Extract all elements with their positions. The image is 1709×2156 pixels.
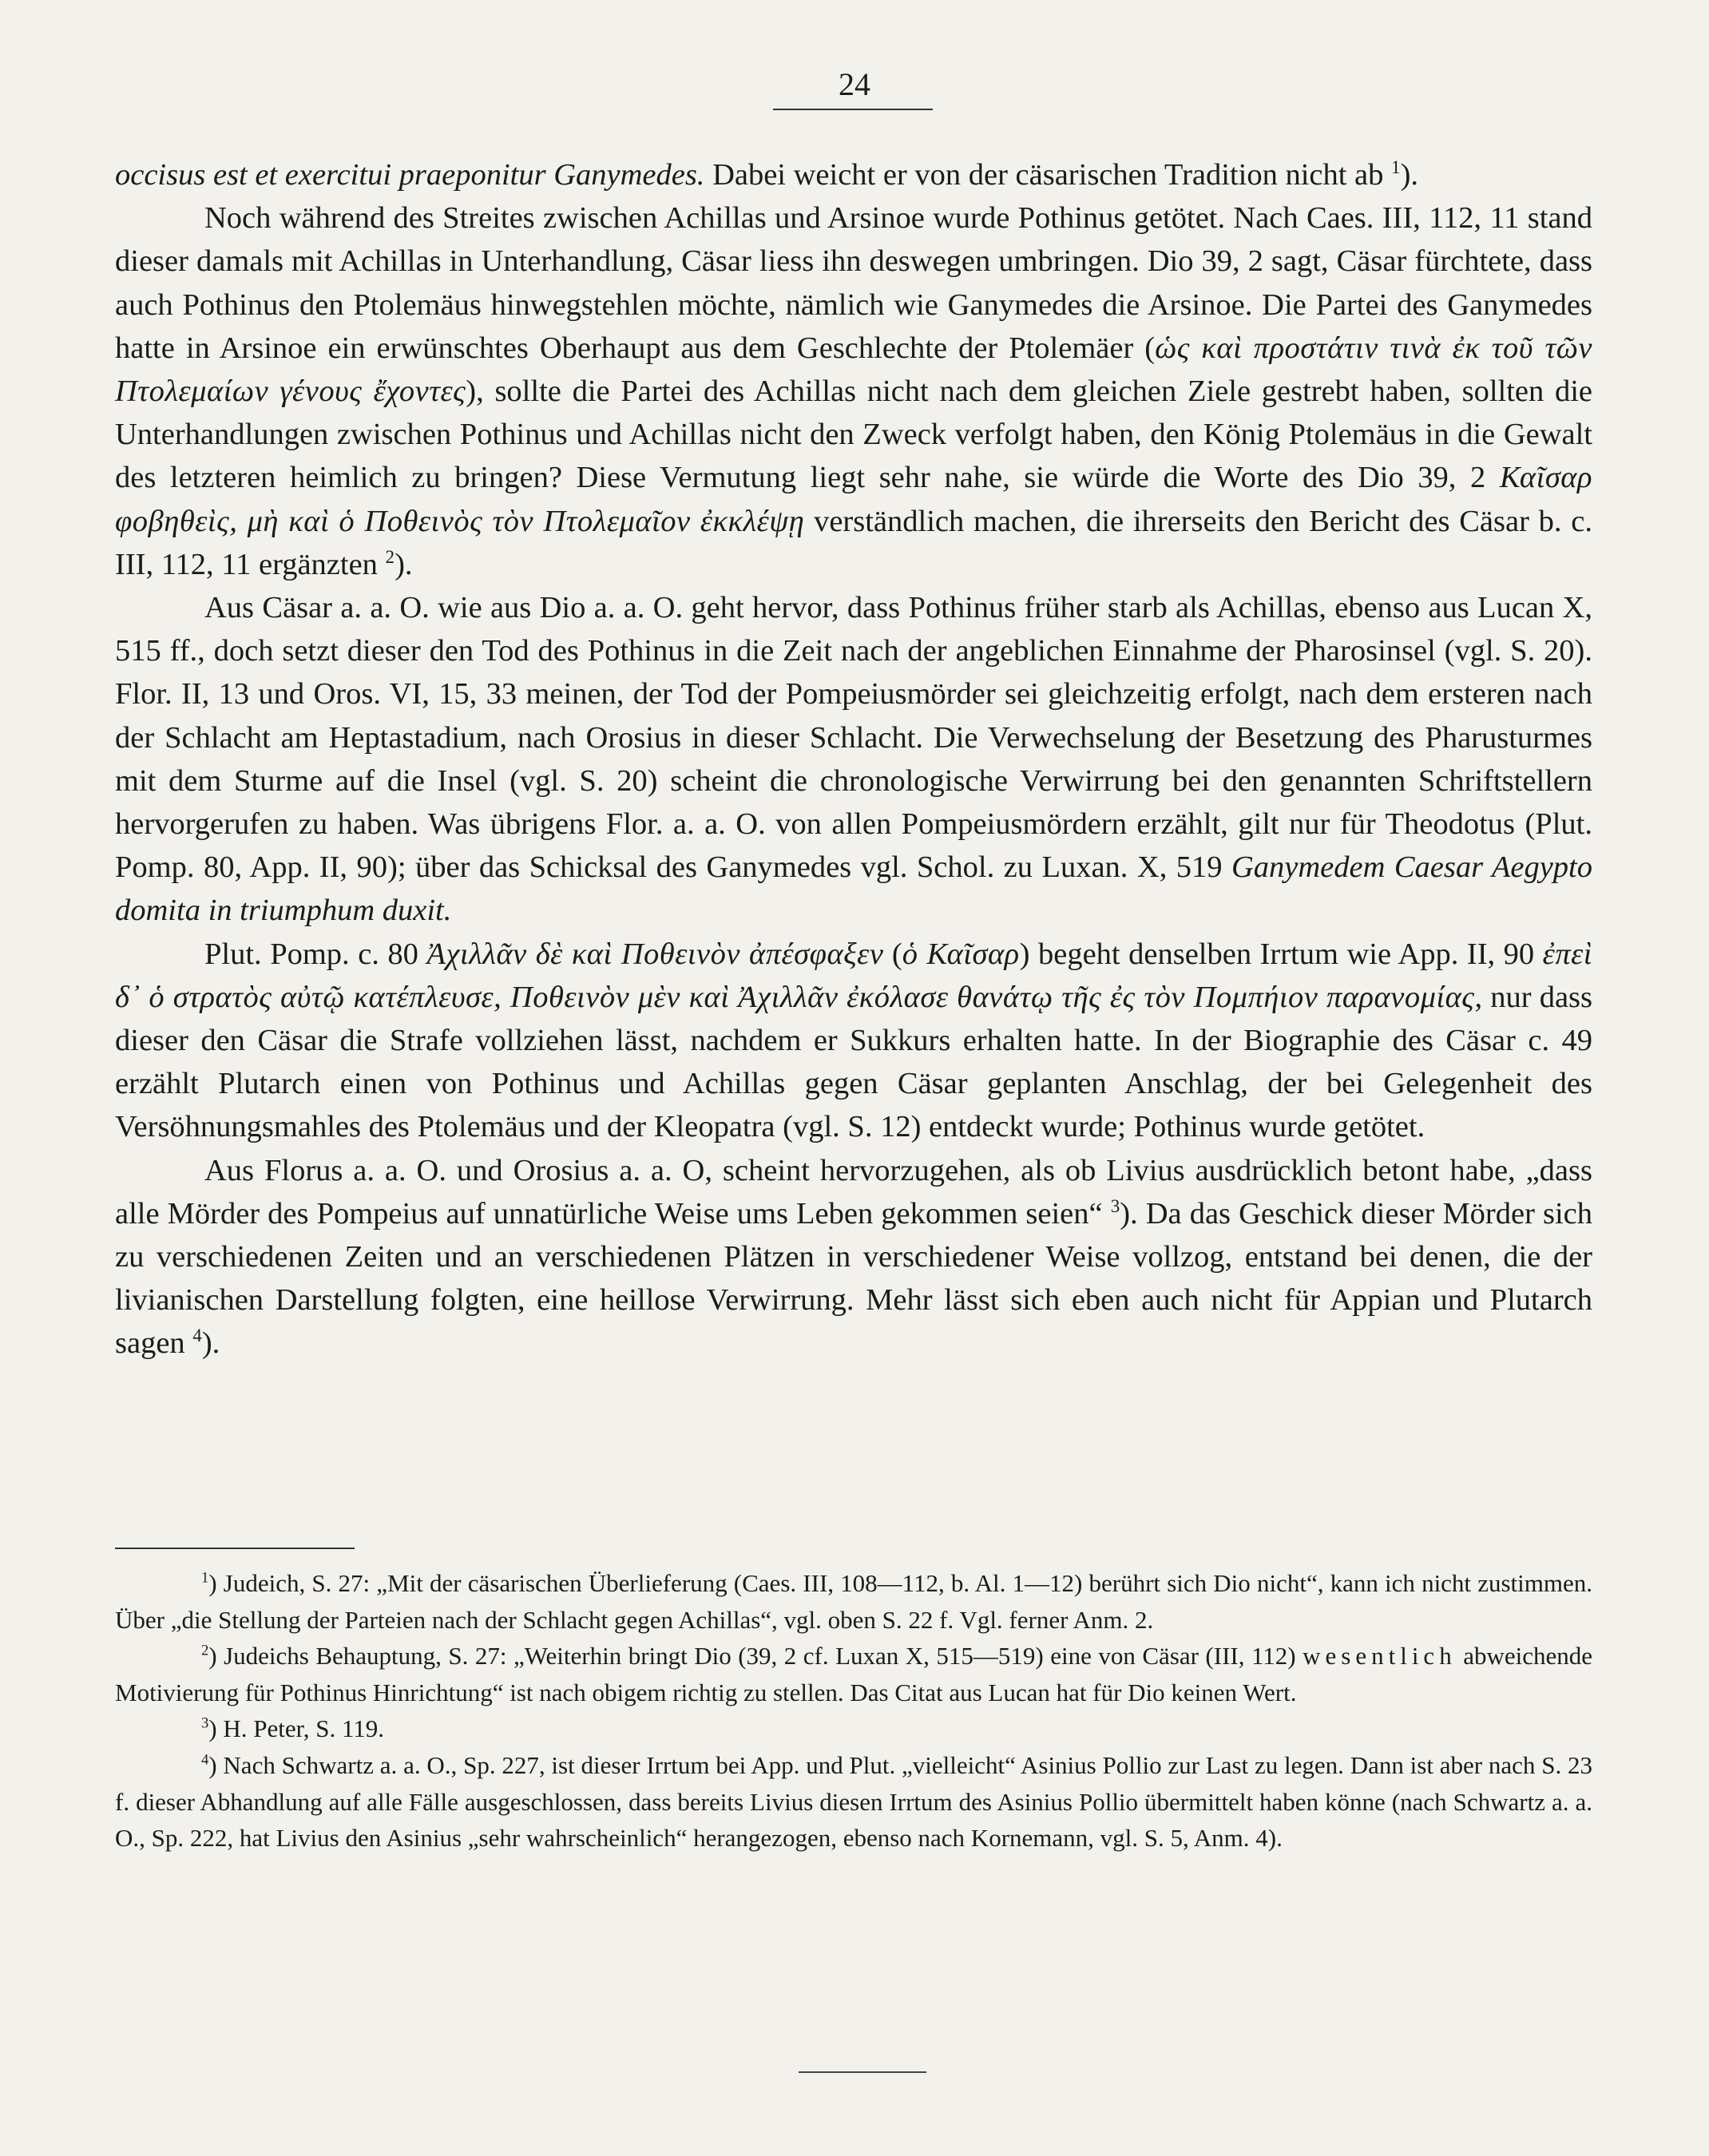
paragraph-2-part-a: Noch während des Streites zwischen Achillas und Arsinoe wurde Pothinus getötet. Nach Caes. III, 112, 11 stand dieser damals mit Achillas in Unterhandlung, Cäsar liess ihn deswegen umbringen. Dio 39, 2 sagt, Cäsar fürchtete, dass auch Pothinus den Ptolemäus hinwegstehlen möchte, nämlich wie Ganymedes die Arsinoe. Die Partei des Ganymedes hatte in Arsinoe ein erwünschtes Oberhaupt aus dem Geschlechte der Ptolemäer ( xyxy=(115,201,1592,365)
greek-quote-2: Καῖσαρ φοβηθεὶς, μὴ καὶ ὁ Ποθεινὸς τὸν Πτολεμαῖον ἐκκλέψῃ xyxy=(115,461,1592,538)
greek-quote-1: ὡς καὶ προστάτιν τινὰ ἐκ τοῦ τῶν Πτολεμαίων γένους ἔχοντες xyxy=(115,331,1592,409)
footnote-4-text: ) Nach Schwartz a. a. O., Sp. 227, ist dieser Irrtum bei App. und Plut. „vielleicht“ Asinius Pollio zur Last zu legen. Dann ist aber nach S. 23 f. dieser Abhandlung auf alle Fälle ausgeschlossen, dass bereits Livius diesen Irrtum des Asinius Pollio übermittelt haben könne (nach Schwartz a. a. O., Sp. 222, hat Livius den Asinius „sehr wahrscheinlich“ herangezogen, ebenso nach Kornemann, vgl. S. 5, Anm. 4). xyxy=(115,1750,1592,1853)
paragraph-3 xyxy=(115,586,1592,933)
paragraph-5-part-b: ). Da das Geschick dieser Mörder sich zu verschiedenen Zeiten und an verschiedenen Plätzen in verschiedener Weise vollzog, entstand bei denen, die der livianischen Darstellung folgten, eine heillose Verwirrung. Mehr lässt sich eben auch nicht für Appian und Plutarch sagen xyxy=(115,1196,1592,1361)
footnote-1-text: ) Judeich, S. 27: „Mit der cäsarischen Überlieferung (Caes. III, 108—112, b. Al. 1—12) berührt sich Dio nicht“, kann ich nicht zustimmen. Über „die Stellung der Parteien nach der Schlacht gegen Achillas“, vgl. oben S. 22 f. Vgl. ferner Anm. 2. xyxy=(115,1569,1592,1634)
footnote-4 xyxy=(115,1747,1592,1857)
paragraph-2-part-b: ), sollte die Partei des Achillas nicht nach dem gleichen Ziele gestrebt haben, sollten die Unterhandlungen zwischen Pothinus und Achillas nicht den Zweck verfolgt haben, den König Ptolemäus in die Gewalt des letzteren heimlich zu bringen? Diese Vermutung liegt sehr nahe, sie würde die Worte des Dio 39, 2 xyxy=(115,375,1592,495)
footnotes xyxy=(115,1565,1592,1857)
bottom-rule xyxy=(799,2071,926,2073)
footnote-ref-1[interactable]: 1 xyxy=(1391,157,1401,178)
paragraph-1-end: ). xyxy=(1400,158,1419,192)
footnote-mark-1: 1 xyxy=(201,1569,209,1587)
paragraph-4-part-b: ( xyxy=(883,937,902,971)
paragraph-5-end: ). xyxy=(201,1326,220,1361)
paragraph-4-part-d: , nur dass dieser den Cäsar die Strafe vollziehen lässt, nachdem er Sukkurs erhalten hatte. In der Biographie des Cäsar c. 49 erzählt Plutarch einen von Pothinus und Achillas gegen Cäsar geplanten Anschlag, der bei Gelegenheit des Versöhnungsmahles des Ptolemäus und der Kleopatra (vgl. S. 12) entdeckt wurde; Pothinus wurde getötet. xyxy=(115,980,1593,1144)
paragraph-1 xyxy=(115,153,1592,196)
footnote-2-emphasis: wesentlich xyxy=(1303,1642,1457,1671)
paragraph-2-end: ). xyxy=(395,547,413,581)
main-text xyxy=(115,153,1592,1365)
greek-quote-5: ἐπεὶ δ᾽ ὁ στρατὸς αὐτῷ κατέπλευσε, Ποθεινὸν μὲν καὶ Ἀχιλλᾶν ἐκόλασε θανάτῳ τῆς ἐς τὸν Πομπήιον παρανομίας xyxy=(115,937,1592,1014)
footnote-ref-3[interactable]: 3 xyxy=(1110,1195,1120,1217)
footnote-ref-2[interactable]: 2 xyxy=(385,546,395,567)
paragraph-2-part-c: verständlich machen, die ihrerseits den Bericht des Cäsar b. c. III, 112, 11 ergänzten xyxy=(115,504,1592,581)
footnote-2-part-a: ) Judeichs Behauptung, S. 27: „Weiterhin bringt Dio (39, 2 cf. Luxan X, 515—519) eine von Cäsar (III, 112) xyxy=(208,1642,1303,1671)
footnote-mark-2: 2 xyxy=(201,1642,209,1659)
latin-scholion-quote: Ganymedem Caesar Aegypto domita in triumphum duxit. xyxy=(115,850,1592,928)
page-number: 24 xyxy=(839,66,870,102)
footnote-2-part-b: abweichende Motivierung für Pothinus Hinrichtung“ ist nach obigem richtig zu stellen. Das Citat aus Lucan hat für Dio keinen Wert. xyxy=(115,1642,1592,1706)
greek-quote-3: Ἀχιλλᾶν δὲ καὶ Ποθεινὸν ἀπέσφαξεν xyxy=(426,937,884,971)
paragraph-5 xyxy=(115,1149,1592,1365)
footnote-mark-3: 3 xyxy=(201,1715,209,1733)
paragraph-4-part-a: Plut. Pomp. c. 80 xyxy=(204,937,427,971)
footnote-3 xyxy=(115,1710,1592,1747)
footnote-2 xyxy=(115,1638,1592,1710)
paragraph-4 xyxy=(115,933,1592,1149)
latin-quote: occisus est et exercitui praeponitur Ganymedes. xyxy=(115,158,705,192)
footnote-ref-4[interactable]: 4 xyxy=(192,1325,202,1346)
footnote-mark-4: 4 xyxy=(201,1751,209,1769)
greek-quote-4: ὁ Καῖσαρ xyxy=(902,937,1020,971)
footnote-1 xyxy=(115,1565,1592,1638)
footnote-3-text: ) H. Peter, S. 119. xyxy=(208,1714,385,1743)
page-number-rule xyxy=(773,109,933,110)
paragraph-5-part-a: Aus Florus a. a. O. und Orosius a. a. O, scheint hervorzugehen, als ob Livius ausdrücklich betont habe, „dass alle Mörder des Pompeius auf unnatürliche Weise ums Leben gekommen seien“ xyxy=(115,1153,1592,1231)
paragraph-4-part-c: ) begeht denselben Irrtum wie App. II, 90 xyxy=(1019,937,1543,971)
paragraph-1-text: Dabei weicht er von der cäsarischen Tradition nicht ab xyxy=(704,158,1392,192)
footnote-separator xyxy=(115,1548,355,1549)
paragraph-3-part-a: Aus Cäsar a. a. O. wie aus Dio a. a. O. geht hervor, dass Pothinus früher starb als Achillas, ebenso aus Lucan X, 515 ff., doch setzt dieser den Tod des Pothinus in die Zeit nach der angeblichen Einnahme der Pharosinsel (vgl. S. 20). Flor. II, 13 und Oros. VI, 15, 33 meinen, der Tod der Pompeiusmörder sei gleichzeitig erfolgt, nach dem ersteren nach der Schlacht am Heptastadium, nach Orosius in dieser Schlacht. Die Verwechselung der Besetzung des Pharusturmes mit dem Sturme auf die Insel (vgl. S. 20) scheint die chronologische Verwirrung bei den genannten Schriftstellern hervorgerufen zu haben. Was übrigens Flor. a. a. O. von allen Pompeiusmördern erzählt, gilt nur für Theodotus (Plut. Pomp. 80, App. II, 90); über das Schicksal des Ganymedes vgl. Schol. zu Luxan. X, 519 xyxy=(115,591,1592,885)
paragraph-2 xyxy=(115,196,1592,586)
